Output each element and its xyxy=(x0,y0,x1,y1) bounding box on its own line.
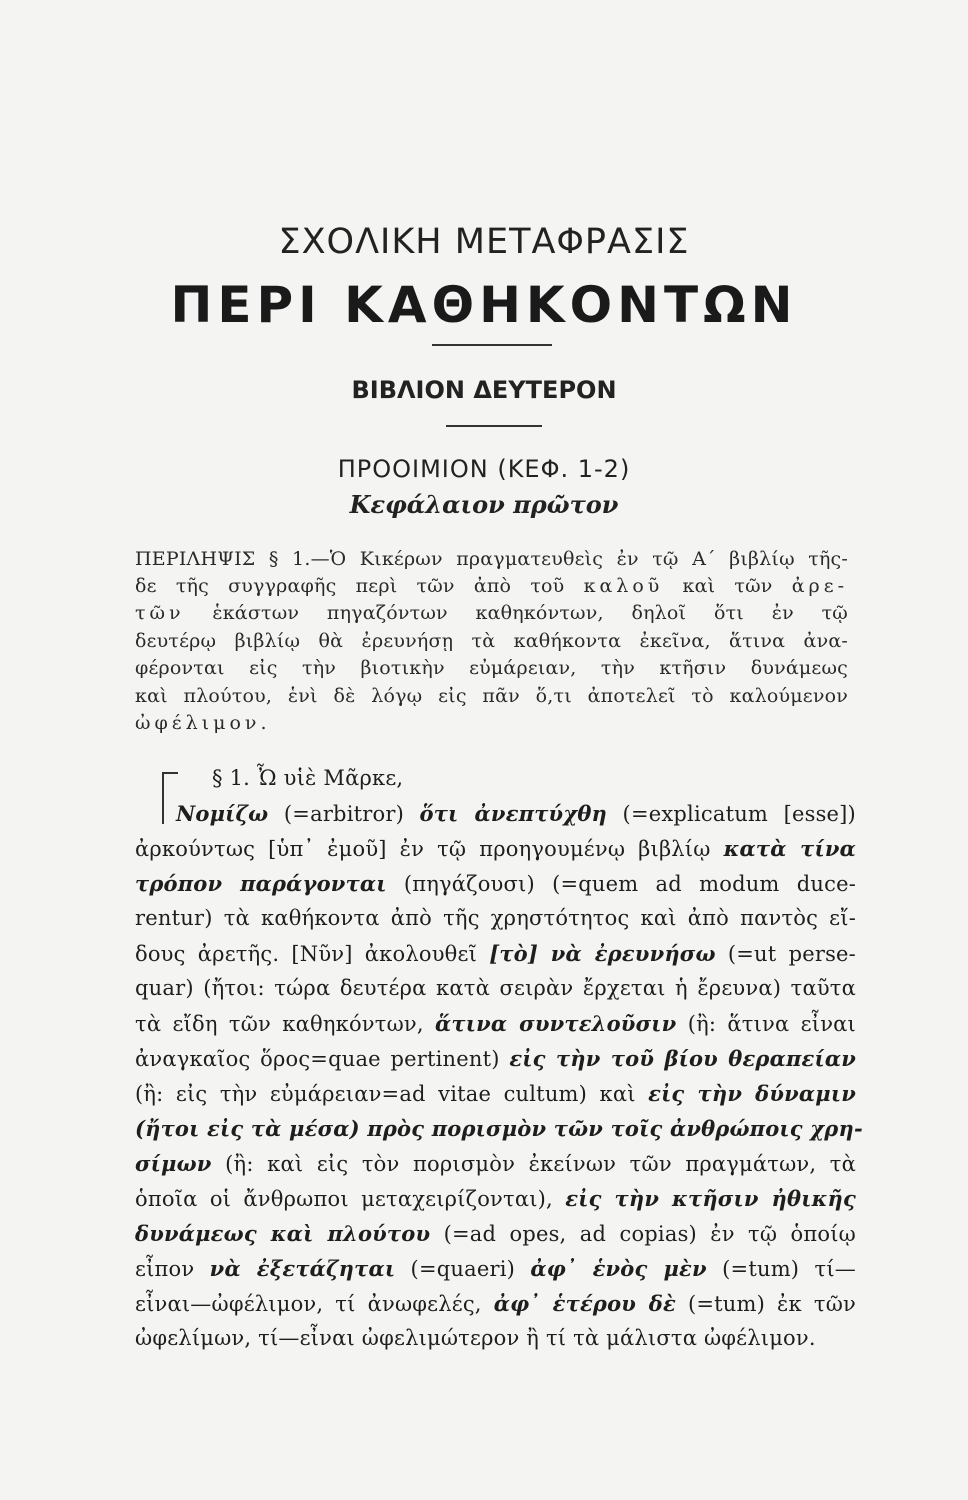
bold-phrase: ἀφ᾽ ἑτέρου δὲ xyxy=(493,1291,676,1316)
text-fragment: (πηγάζουσι) (=quem ad modum duce- xyxy=(403,872,856,896)
summary-spaced-word: ἀρε- xyxy=(791,575,848,597)
text-fragment: ἀρκούντως [ὑπ᾽ ἐμοῦ] ἐν τῷ προηγουμένῳ βιβλίῳ xyxy=(135,837,711,861)
text-line xyxy=(135,1291,856,1316)
text-line xyxy=(135,941,856,966)
text-fragment: (=ut perse- xyxy=(727,942,856,966)
summary-line: φέρονται εἰς τὴν βιοτικὴν εὐμάρειαν, τὴν κτῆσιν δυνάμεως xyxy=(135,657,848,679)
book-title: ΒΙΒΛΙΟΝ ΔΕΥΤΕΡΟΝ xyxy=(351,376,617,404)
text-fragment: (=ad opes, ad copias) ἐν τῷ ὁποίῳ xyxy=(443,1222,856,1246)
text-fragment: ἀναγκαῖος ὅρος=quae pertinent) xyxy=(135,1047,500,1071)
work-title: ΠΕΡΙ ΚΑΘΗΚΟΝΤΩΝ xyxy=(170,276,798,334)
title-rule xyxy=(432,344,552,346)
text-fragment: εἶπον xyxy=(135,1257,195,1281)
summary-line: δευτέρῳ βιβλίῳ θὰ ἐρευνήσῃ τὰ καθήκοντα ἐκεῖνα, ἅτινα ἀνα- xyxy=(135,630,848,652)
text-fragment: τὰ εἴδη τῶν καθηκόντων, xyxy=(135,1012,424,1036)
summary-line xyxy=(135,575,848,597)
series-title: ΣΧΟΛΙΚΗ ΜΕΤΑΦΡΑΣΙΣ xyxy=(278,222,690,262)
text-line: rentur) τὰ καθήκοντα ἀπὸ τῆς χρηστότητος καὶ ἀπὸ παντὸς εἴ- xyxy=(135,906,856,930)
summary-line: ΠΕΡΙΛΗΨΙΣ § 1.—Ὁ Κικέρων πραγματευθεὶς ἐν τῷ Α΄ βιβλίῳ τῆς- xyxy=(135,548,848,570)
text-line xyxy=(135,1151,856,1176)
text-line xyxy=(135,1046,856,1071)
text-line xyxy=(135,1221,856,1246)
bold-phrase: ἅτινα συντελοῦσιν xyxy=(435,1011,677,1036)
bold-phrase: σίμων xyxy=(135,1151,212,1176)
text-line xyxy=(135,1081,856,1106)
summary-fragment: ἑκάστων πηγαζόντων καθηκόντων, δηλοῖ ὅτι ἐν τῷ xyxy=(212,602,848,624)
bold-phrase: ἀφ᾽ ἑνὸς μὲν xyxy=(530,1256,707,1281)
bold-phrase: Νομίζω xyxy=(176,801,269,826)
text-line: ὠφελίμων, τί—εἶναι ὠφελιμώτερον ἢ τί τὰ μάλιστα ὠφέλιμον. xyxy=(135,1326,816,1350)
text-line xyxy=(135,1186,856,1211)
text-line xyxy=(135,836,856,861)
text-line xyxy=(135,1256,856,1281)
prooimion-heading: ΠΡΟΟΙΜΙΟΝ (ΚΕΦ. 1-2) xyxy=(337,455,631,483)
book-rule xyxy=(446,425,542,427)
text-fragment: (ἢ: εἰς τὴν εὐμάρειαν=ad vitae cultum) καὶ xyxy=(135,1082,636,1106)
text-line xyxy=(135,871,856,896)
summary-fragment: καὶ τῶν xyxy=(682,575,773,597)
text-fragment: (=explicatum [esse]) xyxy=(622,802,856,826)
text-fragment: (=arbitror) xyxy=(283,802,404,826)
summary-line: καὶ πλούτου, ἑνὶ δὲ λόγῳ εἰς πᾶν ὅ,τι ἀποτελεῖ τὸ καλούμενον xyxy=(135,685,848,707)
text-line: quar) (ἤτοι: τώρα δευτέρα κατὰ σειρὰν ἔρχεται ἡ ἔρευνα) ταῦτα xyxy=(135,976,856,1000)
text-fragment: (ἢ: ἅτινα εἶναι xyxy=(687,1012,856,1036)
text-line xyxy=(176,801,856,826)
text-fragment: (=tum) ἐκ τῶν xyxy=(687,1292,856,1316)
text-fragment: (ἢ: καὶ εἰς τὸν πορισμὸν ἐκείνων τῶν πραγμάτων, τὰ xyxy=(225,1152,856,1176)
bold-phrase: εἰς τὴν κτῆσιν ἠθικῆς xyxy=(565,1186,856,1211)
summary-line: ὠφέλιμον. xyxy=(135,712,271,734)
text-fragment: εἶναι—ὠφέλιμον, τί ἀνωφελές, xyxy=(135,1292,482,1316)
text-fragment: (=quaeri) xyxy=(410,1257,515,1281)
bold-phrase: νὰ ἐξετάζηται xyxy=(209,1256,396,1281)
chapter-heading: Κεφάλαιον πρῶτον xyxy=(349,490,619,519)
bold-phrase: εἰς τὴν τοῦ βίου θεραπείαν xyxy=(509,1046,856,1071)
text-line: § 1. Ὦ υἱὲ Μᾶρκε, xyxy=(212,766,404,790)
bold-phrase: εἰς τὴν δύναμιν xyxy=(648,1081,856,1106)
bold-phrase: δυνάμεως καὶ πλούτου xyxy=(135,1221,431,1246)
summary-line xyxy=(135,602,848,624)
text-fragment: (=tum) τί— xyxy=(722,1257,856,1281)
text-fragment: δους ἀρετῆς. [Νῦν] ἀκολουθεῖ xyxy=(135,942,478,966)
text-fragment: ὁποῖα οἱ ἄνθρωποι μεταχειρίζονται), xyxy=(135,1187,553,1211)
text-line: (ἤτοι εἰς τὰ μέσα) πρὸς πορισμὸν τῶν τοῖς ἀνθρώποις χρη- xyxy=(135,1116,863,1141)
bold-phrase: τρόπον παράγονται xyxy=(135,871,387,896)
text-line xyxy=(135,1011,856,1036)
bold-phrase: κατὰ τίνα xyxy=(723,836,856,861)
bold-phrase: [τὸ] νὰ ἐρευνήσω xyxy=(489,941,716,966)
summary-fragment: δε τῆς συγγραφῆς περὶ τῶν ἀπὸ τοῦ xyxy=(135,575,565,597)
bold-phrase: ὅτι ἀνεπτύχθη xyxy=(419,801,608,826)
summary-spaced-word: καλοῦ xyxy=(583,575,664,597)
summary-spaced-word: τῶν xyxy=(135,602,185,624)
